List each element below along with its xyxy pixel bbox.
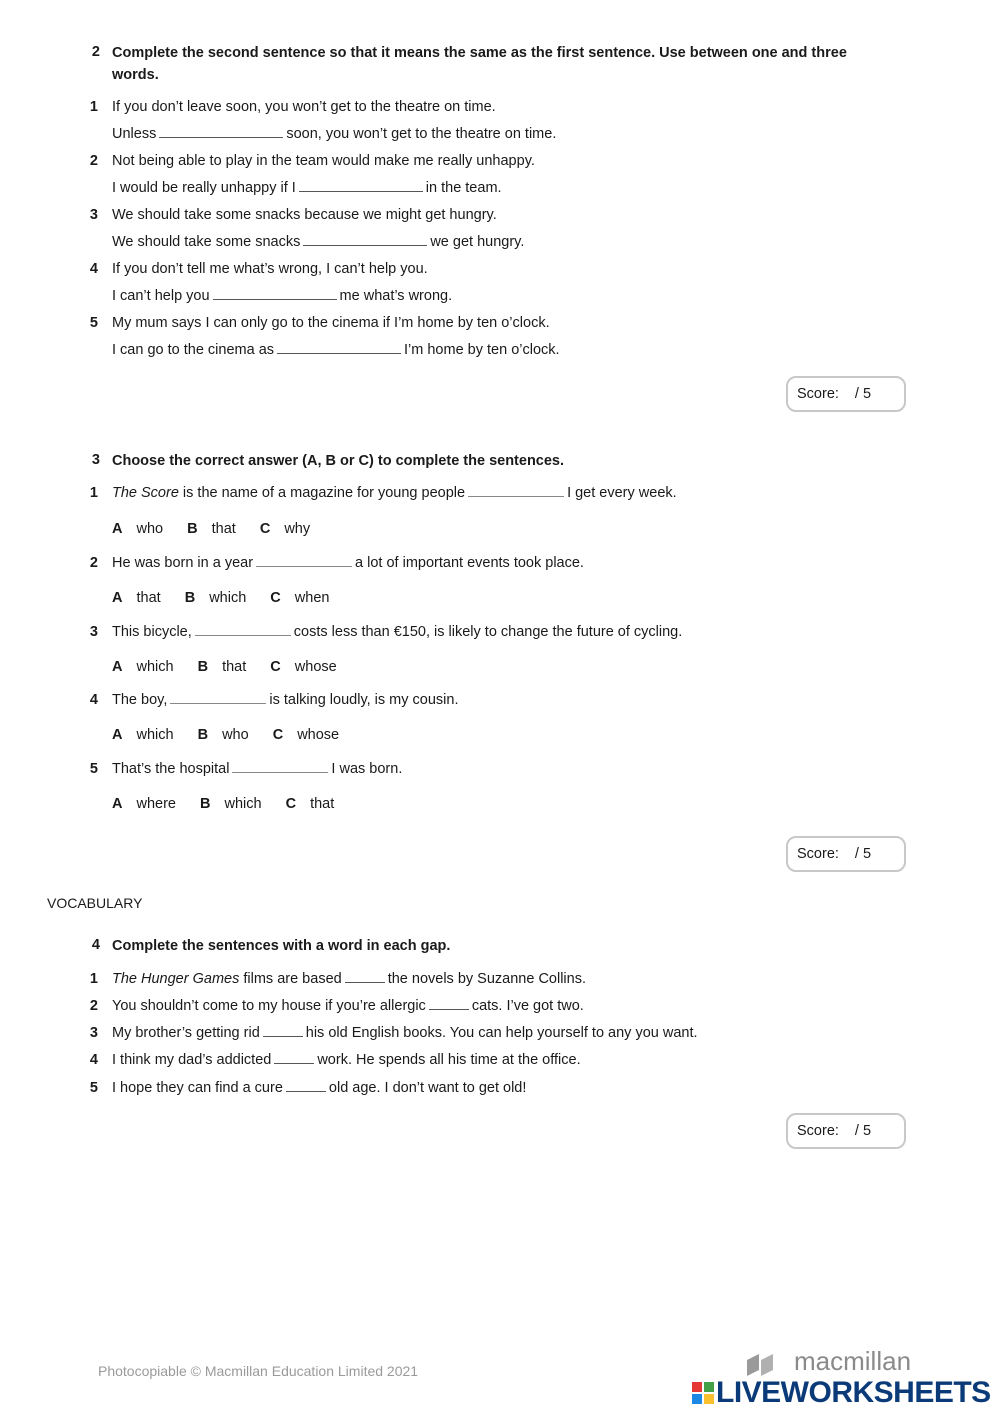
item-number: 2 [89,998,98,1014]
option-c[interactable] [270,590,329,606]
sentence-part: is the name of a magazine for young people [178,485,466,501]
first-sentence: If you don’t tell me what’s wrong, I can’t help you. [112,261,428,277]
option-a[interactable] [112,659,174,675]
instruction [112,42,847,86]
second-sentence [112,180,502,196]
answer-options [112,727,359,743]
option-letter: A [112,659,123,675]
option-text: which [224,796,262,812]
sentence-part: I can’t help you [112,288,210,304]
score-box [786,836,906,872]
question-number: 2 [91,44,100,60]
option-text: that [136,590,161,606]
sentence-part: I would be really unhappy if I [112,180,296,196]
option-a[interactable] [112,521,163,537]
sentence-part: I was born. [331,761,403,777]
option-a[interactable] [112,796,176,812]
option-text: that [222,659,247,675]
sentence-part: I’m home by ten o’clock. [404,342,560,358]
option-letter: B [187,521,198,537]
option-letter: A [112,590,123,606]
film-title: The Hunger Games [112,971,240,987]
instruction: Choose the correct answer (A, B or C) to complete the sentences. [112,453,565,469]
item-number: 1 [89,971,98,987]
sentence-part: I hope they can find a cure [112,1080,283,1096]
sentence-part: That’s the hospital [112,761,230,777]
score-label: Score: [797,846,839,862]
publisher-name: macmillan [794,1346,912,1376]
option-letter: A [112,727,123,743]
option-text: which [136,659,174,675]
answer-gap[interactable] [277,352,401,354]
first-sentence: If you don’t leave soon, you won’t get to the theatre on time. [112,99,496,115]
answer-options [112,590,349,606]
second-sentence [112,342,560,358]
sentence [112,1025,698,1041]
answer-gap[interactable] [159,136,283,138]
item-number: 5 [89,761,98,777]
sentence-part: soon, you won’t get to the theatre on time. [286,126,557,142]
sentence-part: films are based [239,971,342,987]
answer-gap[interactable] [232,771,328,773]
sentence [112,761,402,777]
score-box [786,1113,906,1149]
option-letter: B [184,590,196,606]
answer-gap[interactable] [299,190,423,192]
answer-gap[interactable] [256,565,352,567]
sentence-part: You shouldn’t come to my house if you’re allergic [112,998,426,1014]
copyright-text: Photocopiable © Macmillan Education Limited 2021 [98,1363,419,1379]
item-number: 1 [89,485,98,501]
liveworksheets-cubes-icon [692,1382,714,1404]
sentence-part: I get every week. [567,485,677,501]
sentence [112,624,682,640]
question-number: 3 [91,452,100,468]
answer-options [112,521,330,537]
option-c[interactable] [286,796,335,812]
option-text: which [136,727,174,743]
item-number: 5 [89,315,98,331]
sentence-part: we get hungry. [430,234,525,250]
option-text: when [294,590,330,606]
item-number: 1 [89,99,98,115]
item-number: 2 [89,153,98,169]
score-max: / 5 [854,1123,872,1139]
option-a[interactable] [112,590,161,606]
item-number: 3 [89,1025,98,1041]
second-sentence [112,288,452,304]
answer-gap[interactable] [429,1008,469,1010]
sentence-part: cats. I’ve got two. [471,998,584,1014]
sentence-part: The boy, [112,692,168,708]
sentence-part: me what’s wrong. [339,288,453,304]
option-text: that [310,796,335,812]
sentence [112,555,584,571]
option-b[interactable] [200,796,262,812]
option-text: why [284,521,311,537]
option-letter: B [197,727,209,743]
score-max: / 5 [854,386,872,402]
option-c[interactable] [260,521,310,537]
sentence-part: old age. I don’t want to get old! [328,1080,527,1096]
option-letter: A [112,796,123,812]
option-b[interactable] [187,521,236,537]
sentence-part: the novels by Suzanne Collins. [387,971,586,987]
option-b[interactable] [198,659,247,675]
score-max: / 5 [854,846,872,862]
option-letter: C [259,521,271,537]
sentence-part: We should take some snacks [112,234,301,250]
item-number: 4 [89,692,98,708]
answer-gap[interactable] [345,981,385,983]
option-c[interactable] [273,727,339,743]
answer-options [112,659,357,675]
item-number: 3 [89,207,98,223]
item-number: 4 [89,261,98,277]
item-number: 3 [89,624,98,640]
answer-gap[interactable] [263,1035,303,1037]
item-number: 5 [89,1080,98,1096]
sentence [112,692,458,708]
sentence-part: is talking loudly, is my cousin. [269,692,459,708]
score-label: Score: [797,386,839,402]
magazine-title: The Score [112,485,179,501]
macmillan-logo-icon [745,1352,775,1378]
instruction: Complete the sentences with a word in each gap. [112,938,451,954]
sentence-part: costs less than €150, is likely to change the future of cycling. [293,624,683,640]
option-b[interactable] [198,727,249,743]
option-text: where [136,796,176,812]
option-text: which [209,590,247,606]
answer-gap[interactable] [213,298,337,300]
question-number: 4 [91,937,100,953]
option-b[interactable] [185,590,247,606]
option-text: whose [294,659,337,675]
option-letter: C [285,796,297,812]
sentence-part: My brother’s getting rid [112,1025,260,1041]
sentence [112,1052,581,1068]
answer-gap[interactable] [170,702,266,704]
second-sentence [112,126,556,142]
sentence [112,1080,526,1096]
item-number: 4 [89,1052,98,1068]
watermark-text: LIVEWORKSHEETS [716,1376,991,1409]
section-heading: VOCABULARY [47,895,143,911]
option-text: who [136,521,164,537]
item-number: 2 [89,555,98,571]
option-text: whose [297,727,340,743]
second-sentence [112,234,524,250]
answer-options [112,796,354,812]
sentence [112,971,586,987]
first-sentence: My mum says I can only go to the cinema if I’m home by ten o’clock. [112,315,550,331]
sentence-part: He was born in a year [112,555,254,571]
instruction-line-1: Complete the second sentence so that it means the same as the first sentence. Use between one and three [112,45,847,61]
first-sentence: Not being able to play in the team would make me really unhappy. [112,153,535,169]
sentence-part: a lot of important events took place. [355,555,584,571]
option-letter: B [197,659,209,675]
option-a[interactable] [112,727,174,743]
instruction-line-2: words. [112,67,159,83]
option-c[interactable] [270,659,336,675]
sentence-part: This bicycle, [112,624,192,640]
option-letter: C [270,659,281,675]
sentence [112,998,584,1014]
answer-gap[interactable] [286,1090,326,1092]
sentence [112,485,677,501]
sentence-part: I think my dad’s addicted [112,1052,272,1068]
sentence-part: Unless [112,126,157,142]
option-text: who [222,727,249,743]
liveworksheets-watermark [692,1376,992,1410]
option-letter: B [200,796,211,812]
sentence-part: work. He spends all his time at the office. [317,1052,581,1068]
score-box [786,376,906,412]
score-label: Score: [797,1123,839,1139]
option-letter: C [272,727,284,743]
answer-gap[interactable] [303,244,427,246]
option-letter: A [112,521,123,537]
first-sentence: We should take some snacks because we might get hungry. [112,207,497,223]
sentence-part: his old English books. You can help yourself to any you want. [305,1025,698,1041]
answer-gap[interactable] [468,495,564,497]
sentence-part: I can go to the cinema as [112,342,275,358]
option-letter: C [270,590,281,606]
answer-gap[interactable] [195,634,291,636]
option-text: that [211,521,236,537]
answer-gap[interactable] [274,1062,314,1064]
sentence-part: in the team. [425,180,502,196]
